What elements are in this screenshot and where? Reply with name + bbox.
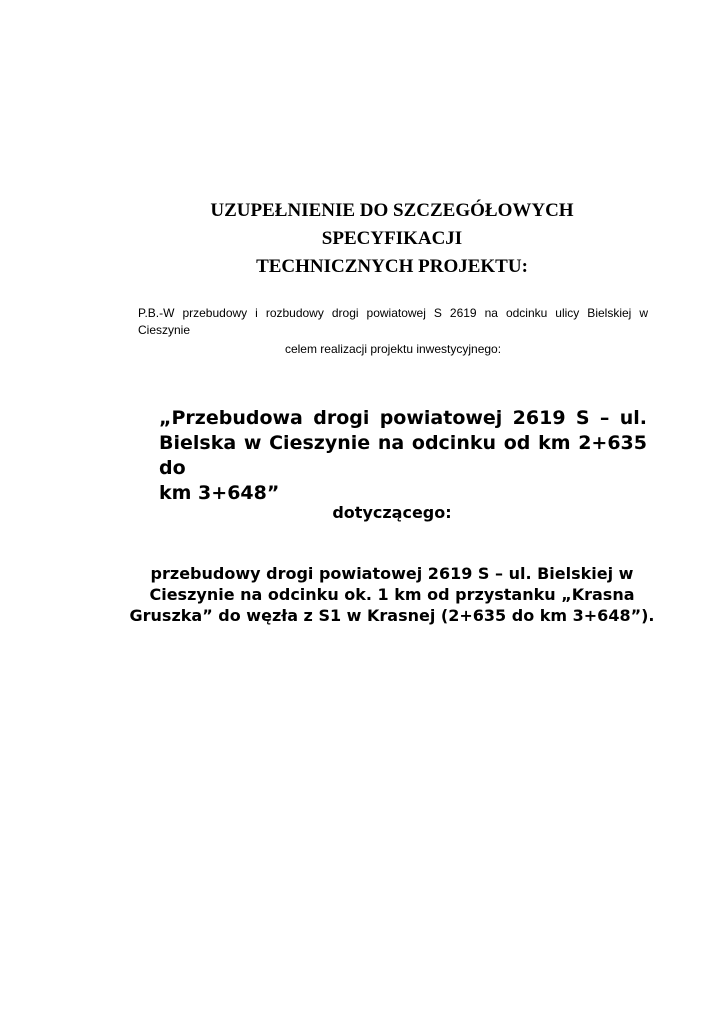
document-title <box>90 197 694 281</box>
regarding-label: dotyczącego: <box>332 503 452 522</box>
scope-description <box>120 563 664 626</box>
scope-line-2: Cieszynie na odcinku ok. 1 km od przystanku „Krasna <box>149 585 635 604</box>
project-name-line-2: Bielska w Cieszynie na odcinku od km 2+635 do <box>159 432 647 479</box>
project-name <box>159 406 647 506</box>
intro-paragraph <box>138 305 648 339</box>
project-name-line-3: km 3+648” <box>159 482 280 504</box>
title-line-2: SPECYFIKACJI <box>321 228 463 249</box>
project-name-line-1: „Przebudowa drogi powiatowej 2619 S – ul. <box>159 407 647 429</box>
scope-line-1: przebudowy drogi powiatowej 2619 S – ul. Bielskiej w <box>150 564 634 583</box>
title-line-3: TECHNICZNYCH PROJEKTU: <box>256 256 528 277</box>
purpose-line: celem realizacji projektu inwestycyjnego: <box>284 342 502 356</box>
title-line-1: UZUPEŁNIENIE DO SZCZEGÓŁOWYCH <box>210 200 574 221</box>
intro-line-1: P.B.-W przebudowy i rozbudowy drogi powiatowej S 2619 na odcinku ulicy Bielskiej w <box>138 306 648 320</box>
scope-line-3: Gruszka” do węzła z S1 w Krasnej (2+635 do km 3+648”). <box>129 606 655 625</box>
intro-line-2: Cieszynie <box>138 323 191 337</box>
